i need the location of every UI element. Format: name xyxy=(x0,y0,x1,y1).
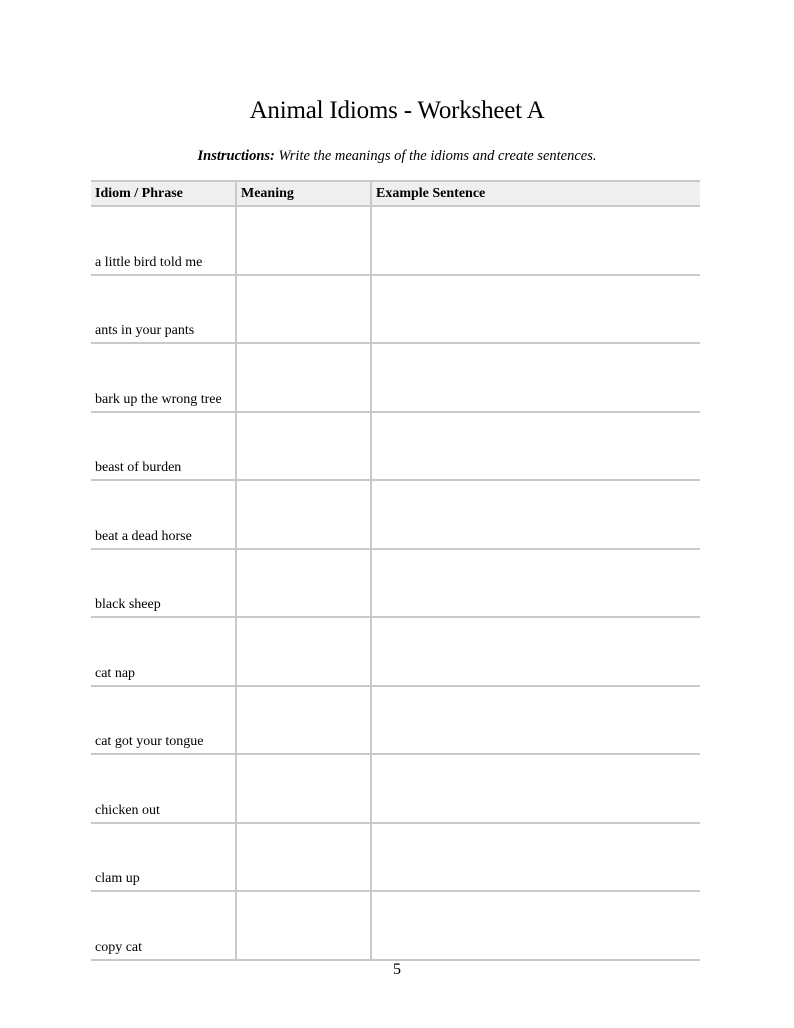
meaning-cell[interactable] xyxy=(236,275,371,344)
example-cell[interactable] xyxy=(371,823,700,892)
example-cell[interactable] xyxy=(371,343,700,412)
table-row xyxy=(91,412,700,481)
example-cell[interactable] xyxy=(371,617,700,686)
meaning-cell[interactable] xyxy=(236,823,371,892)
table-row xyxy=(91,754,700,823)
worksheet-title: Animal Idioms - Worksheet A xyxy=(249,97,545,124)
instructions-lead: Instructions: xyxy=(197,148,275,164)
meaning-cell[interactable] xyxy=(236,617,371,686)
table-row xyxy=(91,549,700,618)
idiom-cell: black sheep xyxy=(91,549,236,618)
meaning-cell[interactable] xyxy=(236,412,371,481)
meaning-cell[interactable] xyxy=(236,480,371,549)
idiom-cell: bark up the wrong tree xyxy=(91,343,236,412)
meaning-cell[interactable] xyxy=(236,686,371,755)
table-row xyxy=(91,343,700,412)
table-row xyxy=(91,617,700,686)
example-cell[interactable] xyxy=(371,549,700,618)
table-row xyxy=(91,891,700,960)
page-number: 5 xyxy=(393,961,401,978)
idiom-cell: a little bird told me xyxy=(91,206,236,275)
meaning-cell[interactable] xyxy=(236,891,371,960)
table-row xyxy=(91,686,700,755)
idiom-cell: cat got your tongue xyxy=(91,686,236,755)
table-header-row xyxy=(91,181,700,206)
idiom-cell: chicken out xyxy=(91,754,236,823)
example-cell[interactable] xyxy=(371,275,700,344)
idiom-cell: copy cat xyxy=(91,891,236,960)
table-row xyxy=(91,275,700,344)
idiom-cell: beast of burden xyxy=(91,412,236,481)
header-meaning: Meaning xyxy=(236,181,371,206)
idiom-cell: ants in your pants xyxy=(91,275,236,344)
example-cell[interactable] xyxy=(371,480,700,549)
table-row xyxy=(91,823,700,892)
instructions-text: Write the meanings of the idioms and create sentences. xyxy=(274,148,597,164)
instructions xyxy=(0,146,794,166)
example-cell[interactable] xyxy=(371,891,700,960)
header-example: Example Sentence xyxy=(371,181,700,206)
table-row xyxy=(91,480,700,549)
idiom-cell: cat nap xyxy=(91,617,236,686)
meaning-cell[interactable] xyxy=(236,206,371,275)
table-row xyxy=(91,206,700,275)
idiom-cell: clam up xyxy=(91,823,236,892)
example-cell[interactable] xyxy=(371,412,700,481)
meaning-cell[interactable] xyxy=(236,549,371,618)
idiom-cell: beat a dead horse xyxy=(91,480,236,549)
example-cell[interactable] xyxy=(371,754,700,823)
meaning-cell[interactable] xyxy=(236,754,371,823)
idiom-table xyxy=(91,180,700,961)
header-idiom: Idiom / Phrase xyxy=(91,181,236,206)
example-cell[interactable] xyxy=(371,206,700,275)
meaning-cell[interactable] xyxy=(236,343,371,412)
example-cell[interactable] xyxy=(371,686,700,755)
